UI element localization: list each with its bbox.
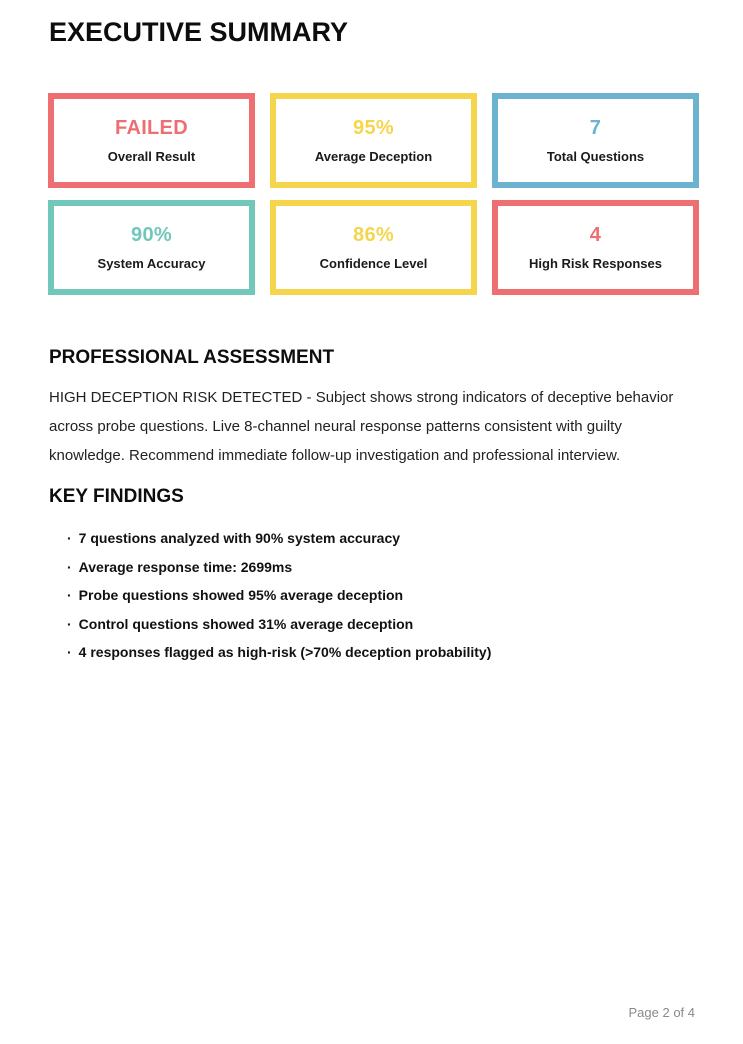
- key-finding-text: Average response time: 2699ms: [78, 558, 293, 575]
- key-finding-item: [67, 610, 743, 639]
- key-finding-item: [67, 553, 743, 582]
- stat-cards-grid: [48, 93, 699, 295]
- stat-card-high-risk-responses: [492, 200, 699, 295]
- key-finding-item: [67, 581, 743, 610]
- page-number: Page 2 of 4: [628, 1005, 695, 1020]
- stat-card-average-deception: [270, 93, 477, 188]
- assessment-paragraph: HIGH DECEPTION RISK DETECTED - Subject shows strong indicators of deceptive behavior across probe questions. Live 8-channel neural response patterns consistent with guilty knowledge. Recommend immediate follow-up investigation and professional interview.: [49, 389, 674, 464]
- stat-card-label: High Risk Responses: [529, 256, 662, 271]
- stat-card-value: 86%: [353, 224, 394, 246]
- stat-card-value: 7: [589, 117, 602, 139]
- stat-card-value: 4: [589, 224, 602, 246]
- key-finding-text: 7 questions analyzed with 90% system accuracy: [78, 530, 401, 546]
- stat-card-value: 95%: [353, 117, 394, 139]
- stat-card-total-questions: [492, 93, 699, 188]
- stat-card-value: 90%: [131, 224, 172, 246]
- stat-card-label: Confidence Level: [319, 256, 428, 271]
- section-heading-key-findings: KEY FINDINGS: [49, 486, 184, 507]
- bullet-icon: ·: [67, 558, 72, 575]
- stat-card-label: Total Questions: [546, 149, 645, 164]
- bullet-icon: ·: [67, 587, 72, 603]
- bullet-icon: ·: [67, 615, 72, 632]
- key-finding-text: Control questions showed 31% average deception: [78, 615, 414, 632]
- key-finding-text: Probe questions showed 95% average deception: [78, 587, 404, 603]
- section-heading-professional-assessment: PROFESSIONAL ASSESSMENT: [49, 347, 335, 368]
- bullet-icon: ·: [67, 644, 72, 660]
- stat-card-label: Average Deception: [314, 149, 433, 164]
- key-finding-text: 4 responses flagged as high-risk (>70% deception probability): [78, 644, 492, 660]
- stat-card-label: System Accuracy: [97, 256, 206, 271]
- stat-card-overall-result: [48, 93, 255, 188]
- key-findings-list: [67, 524, 743, 667]
- page-title: EXECUTIVE SUMMARY: [49, 17, 349, 47]
- key-finding-item: [67, 524, 743, 553]
- stat-card-system-accuracy: [48, 200, 255, 295]
- stat-card-confidence-level: [270, 200, 477, 295]
- stat-card-label: Overall Result: [107, 149, 196, 164]
- bullet-icon: ·: [67, 530, 72, 546]
- key-finding-item: [67, 638, 743, 667]
- stat-card-value: FAILED: [115, 117, 188, 139]
